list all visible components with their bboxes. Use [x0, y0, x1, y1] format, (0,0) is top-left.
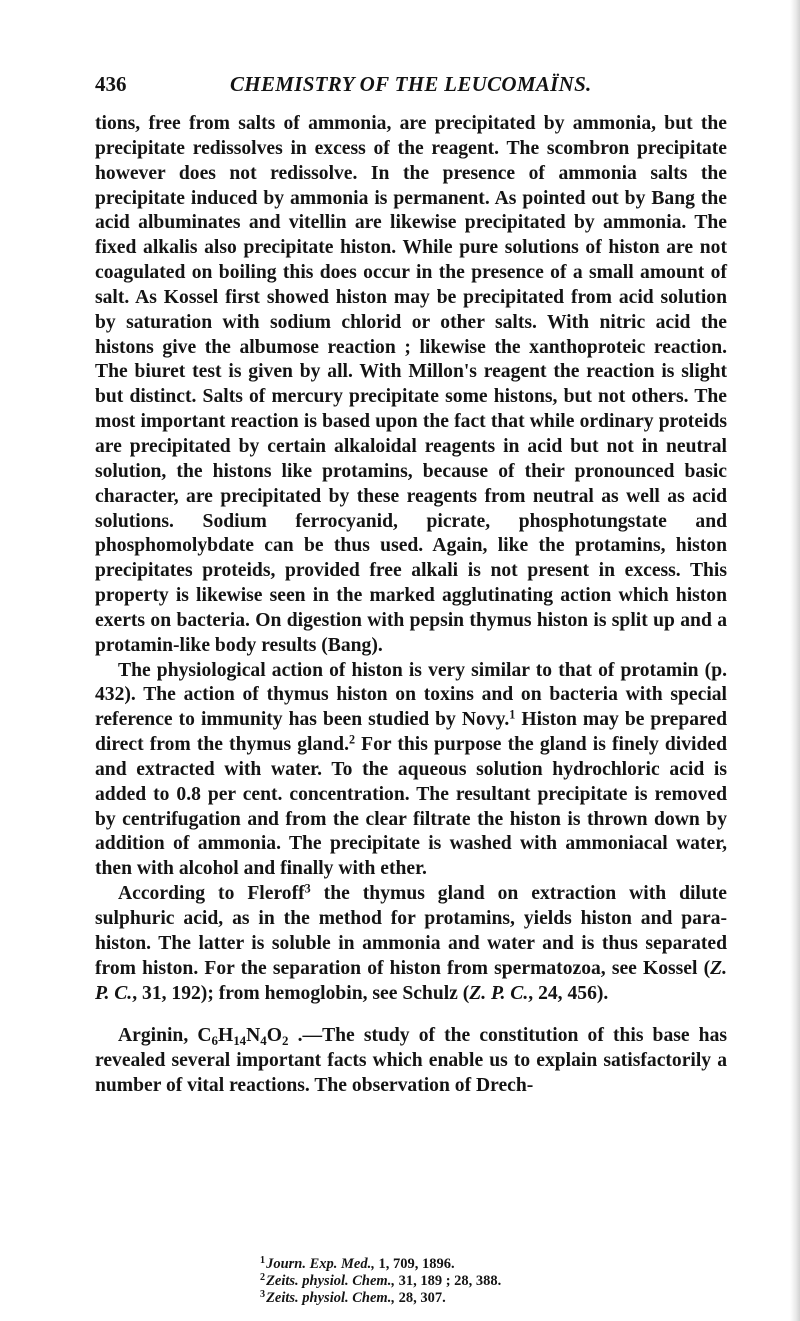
footnote-source: Journ. Exp. Med., [266, 1256, 375, 1272]
formula-subscript: 4 [260, 1033, 267, 1049]
running-title: CHEMISTRY OF THE LEUCOMAÏNS. [230, 72, 592, 96]
body-text [95, 112, 727, 1099]
paragraph-text: the thymus gland on extraction with dilute sulphuric acid, as in the method for protamins, yields histon and para-histon. The latter is soluble in ammonia and water and is thus separated from histon. For the separation of histon from spermatozoa, see Kossel ( [95, 883, 727, 979]
paragraph-histon-reactions [95, 112, 727, 659]
formula-element-o: O [266, 1025, 283, 1047]
footnote-mark: 3 [260, 1289, 266, 1301]
paragraph-text: For this purpose the gland is finely divided and extracted with water. To the aqueous solution hydrochloric acid is added to 0.8 per cent. concentration. The resultant precipitate is removed by centrifugation and from the clear filtrate the histon is thrown down by addition of ammonia. The precipitate is washed with ammoniacal water, then with alcohol and finally with ether. [95, 734, 727, 880]
footnote-2 [260, 1273, 720, 1290]
paragraph-text: .—The study of the constitution of this base has revealed several important facts which enable us to explain satisfactorily a number of vital reactions. The observation of Drech- [95, 1025, 727, 1097]
paragraph-text: Histon may be prepared direct from the thymus gland. [95, 709, 727, 756]
paragraph-histon-physiology [95, 659, 727, 883]
paragraph-arginin [95, 1024, 727, 1099]
footnote-1 [260, 1256, 720, 1273]
footnote-mark: 1 [260, 1255, 266, 1267]
formula-subscript: 2 [282, 1033, 289, 1049]
section-term-arginin: Arginin, [118, 1025, 189, 1047]
footnote-mark: 2 [260, 1272, 266, 1284]
page-number: 436 [95, 72, 127, 96]
footnote-source: Zeits. physiol. Chem., [266, 1290, 395, 1306]
journal-reference: Z. P. C. [95, 957, 727, 1004]
formula-subscript: 6 [211, 1033, 218, 1049]
running-header [95, 72, 725, 102]
footnote-citation: 28, 307. [394, 1290, 446, 1306]
page-edge [790, 0, 800, 1321]
paragraph-fleroff [95, 882, 727, 1006]
formula-subscript: 14 [233, 1033, 247, 1049]
footnote-citation: 31, 189 ; 28, 388. [394, 1273, 502, 1289]
chemical-formula [197, 1025, 289, 1049]
footnotes [260, 1256, 720, 1307]
paragraph-text: According to Fleroff [118, 883, 305, 905]
footnote-ref-2: 2 [348, 732, 356, 747]
footnote-3 [260, 1290, 720, 1307]
paragraph-text: The physiological action of histon is very similar to that of protamin (p. 432). The action of thymus histon on toxins and on bacteria with special reference to immunity has been studied by Novy. [95, 659, 727, 731]
footnote-citation: 1, 709, 1896. [374, 1256, 455, 1272]
footnote-ref-3: 3 [304, 881, 311, 896]
formula-element-n: N [246, 1025, 261, 1047]
formula-element-c: C [197, 1025, 212, 1047]
journal-reference: Z. P. C. [469, 982, 529, 1004]
paragraph-text: , 24, 456). [528, 982, 609, 1004]
footnote-ref-1: 1 [509, 707, 516, 722]
footnote-source: Zeits. physiol. Chem., [266, 1273, 395, 1289]
formula-element-h: H [217, 1025, 234, 1047]
paragraph-text: tions, free from salts of ammonia, are precipitated by ammonia, but the precipitate redissolves in excess of the reagent. The scombron precipitate however does not redissolve. In the presence of ammonia salts the precipitate induced by ammonia is permanent. As pointed out by Bang the acid albuminates and vitellin are likewise precipitated by ammonia. The fixed alkalis also precipitate histon. While pure solutions of histon are not coagulated on boiling this does occur in the presence of a small amount of salt. As Kossel first showed histon may be precipitated from acid solution by saturation with sodium chlorid or other salts. With nitric acid the histons give the albumose reaction ; likewise the xanthoproteic reaction. The biuret test is given by all. With Millon's reagent the reaction is slight but distinct. Salts of mercury precipitate some histons, but not others. The most important reaction is based upon the fact that while ordinary proteids are precipitated by certain alkaloidal reagents in acid but not in neutral solution, the histons like protamins, because of their pronounced basic character, are precipitated by these reagents from neutral as well as acid solutions. Sodium ferrocyanid, picrate, phosphotungstate and phosphomolybdate can be thus used. Again, like the protamins, histon precipitates proteids, provided free alkali is not present in excess. This property is likewise seen in the marked agglutinating action which histon exerts on bacteria. On digestion with pepsin thymus histon is split up and a protamin-like body results (Bang). [95, 113, 727, 656]
paragraph-text: , 31, 192); from hemoglobin, see Schulz ( [132, 982, 470, 1004]
